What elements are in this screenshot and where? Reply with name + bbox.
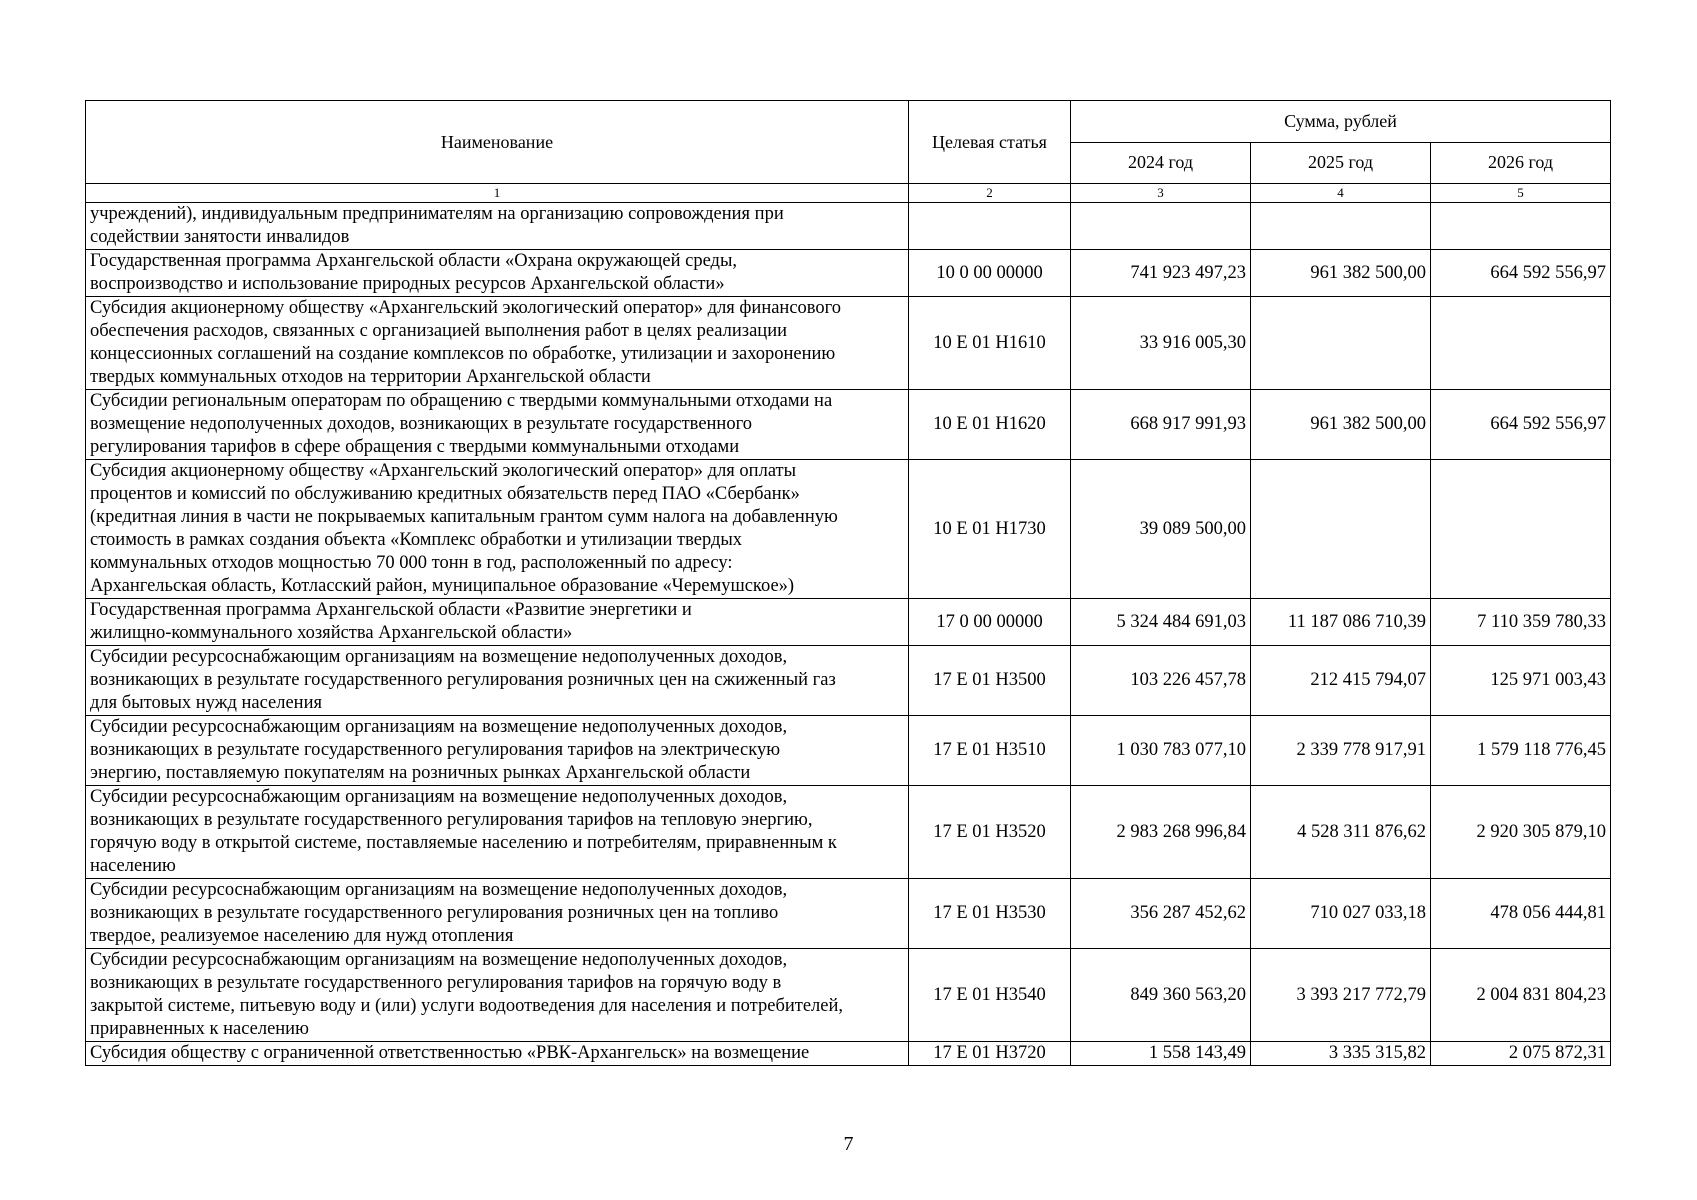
- row-code: 10 Е 01 Н1730: [909, 460, 1071, 599]
- row-name: Субсидии ресурсоснабжающим организациям на возмещение недополученных доходов, возникающих в результате государственного регулирования розничных цен на топливо твердое, реализуемое населению для нужд отопления: [86, 879, 909, 949]
- column-number-row: [86, 184, 1611, 203]
- row-amount-2025: 961 382 500,00: [1251, 250, 1431, 297]
- row-amount-2025: [1251, 460, 1431, 599]
- row-name: Субсидия акционерному обществу «Архангельский экологический оператор» для оплаты процентов и комиссий по обслуживанию кредитных обязательств перед ПАО «Сбербанк» (кредитная линия в части не покрываемых капитальным грантом сумм налога на добавленную стоимость в рамках создания объекта «Комплекс обработки и утилизации твердых коммунальных отходов мощностью 70 000 тонн в год, расположенный по адресу: Архангельская область, Котласский район, муниципальное образование «Черемушское»): [86, 460, 909, 599]
- row-code: 17 Е 01 Н3500: [909, 646, 1071, 716]
- row-code: 17 Е 01 Н3540: [909, 949, 1071, 1042]
- row-amount-2024: 103 226 457,78: [1071, 646, 1251, 716]
- row-amount-2026: 2 004 831 804,23: [1431, 949, 1611, 1042]
- table-row: [86, 599, 1611, 646]
- row-code: 10 Е 01 Н1610: [909, 297, 1071, 390]
- row-code: 17 0 00 00000: [909, 599, 1071, 646]
- row-amount-2024: 849 360 563,20: [1071, 949, 1251, 1042]
- row-amount-2024: 2 983 268 996,84: [1071, 786, 1251, 879]
- row-amount-2026: 125 971 003,43: [1431, 646, 1611, 716]
- table-row: [86, 390, 1611, 460]
- header-year-2025: 2025 год: [1251, 142, 1431, 184]
- row-amount-2026: [1431, 460, 1611, 599]
- column-number: 5: [1431, 184, 1611, 203]
- row-name: Государственная программа Архангельской области «Развитие энергетики и жилищно-коммунального хозяйства Архангельской области»: [86, 599, 909, 646]
- row-name: Субсидии региональным операторам по обращению с твердыми коммунальными отходами на возмещение недополученных доходов, возникающих в результате государственного регулирования тарифов в сфере обращения с твердыми коммунальными отходами: [86, 390, 909, 460]
- row-name: Субсидии ресурсоснабжающим организациям на возмещение недополученных доходов, возникающих в результате государственного регулирования розничных цен на сжиженный газ для бытовых нужд населения: [86, 646, 909, 716]
- table-row: [86, 716, 1611, 786]
- row-amount-2026: 2 920 305 879,10: [1431, 786, 1611, 879]
- table-row: [86, 786, 1611, 879]
- row-amount-2025: 3 393 217 772,79: [1251, 949, 1431, 1042]
- header-year-2026: 2026 год: [1431, 142, 1611, 184]
- row-code: [909, 203, 1071, 250]
- row-amount-2025: 3 335 315,82: [1251, 1042, 1431, 1066]
- table-header: [86, 101, 1611, 203]
- row-name: учреждений), индивидуальным предпринимателям на организацию сопровождения при содействии занятости инвалидов: [86, 203, 909, 250]
- header-year-2024: 2024 год: [1071, 142, 1251, 184]
- row-name: Субсидия акционерному обществу «Архангельский экологический оператор» для финансового обеспечения расходов, связанных с организацией выполнения работ в целях реализации концессионных соглашений на создание комплексов по обработке, утилизации и захоронению твердых коммунальных отходов на территории Архангельской области: [86, 297, 909, 390]
- row-name: Субсидии ресурсоснабжающим организациям на возмещение недополученных доходов, возникающих в результате государственного регулирования тарифов на электрическую энергию, поставляемую покупателям на розничных рынках Архангельской области: [86, 716, 909, 786]
- row-amount-2024: 1 558 143,49: [1071, 1042, 1251, 1066]
- row-code: 10 0 00 00000: [909, 250, 1071, 297]
- row-amount-2024: 668 917 991,93: [1071, 390, 1251, 460]
- table-body: [86, 203, 1611, 1066]
- table-row: [86, 460, 1611, 599]
- row-amount-2025: 710 027 033,18: [1251, 879, 1431, 949]
- row-code: 17 Е 01 Н3520: [909, 786, 1071, 879]
- row-amount-2025: 2 339 778 917,91: [1251, 716, 1431, 786]
- row-amount-2026: 2 075 872,31: [1431, 1042, 1611, 1066]
- row-amount-2026: 1 579 118 776,45: [1431, 716, 1611, 786]
- row-name: Субсидии ресурсоснабжающим организациям на возмещение недополученных доходов, возникающих в результате государственного регулирования тарифов на горячую воду в закрытой системе, питьевую воду и (или) услуги водоотведения для населения и потребителей, приравненных к населению: [86, 949, 909, 1042]
- table-row: [86, 879, 1611, 949]
- column-number: 2: [909, 184, 1071, 203]
- row-amount-2026: 664 592 556,97: [1431, 390, 1611, 460]
- header-sum-group: Сумма, рублей: [1071, 101, 1611, 143]
- row-amount-2025: 4 528 311 876,62: [1251, 786, 1431, 879]
- row-amount-2024: [1071, 203, 1251, 250]
- row-code: 17 Е 01 Н3720: [909, 1042, 1071, 1066]
- row-name: Государственная программа Архангельской области «Охрана окружающей среды, воспроизводство и использование природных ресурсов Архангельской области»: [86, 250, 909, 297]
- column-number: 3: [1071, 184, 1251, 203]
- row-amount-2024: 33 916 005,30: [1071, 297, 1251, 390]
- table-row: [86, 297, 1611, 390]
- budget-table: [85, 100, 1611, 1066]
- table-row: [86, 203, 1611, 250]
- row-amount-2026: 7 110 359 780,33: [1431, 599, 1611, 646]
- table-row: [86, 646, 1611, 716]
- row-amount-2026: [1431, 297, 1611, 390]
- row-name: Субсидия обществу с ограниченной ответственностью «РВК-Архангельск» на возмещение: [86, 1042, 909, 1066]
- row-code: 17 Е 01 Н3510: [909, 716, 1071, 786]
- page-number: 7: [843, 1133, 854, 1155]
- row-amount-2025: [1251, 203, 1431, 250]
- row-amount-2025: 961 382 500,00: [1251, 390, 1431, 460]
- row-amount-2025: [1251, 297, 1431, 390]
- table-row: [86, 949, 1611, 1042]
- header-code: Целевая статья: [909, 101, 1071, 184]
- row-amount-2026: 664 592 556,97: [1431, 250, 1611, 297]
- row-amount-2026: [1431, 203, 1611, 250]
- row-amount-2025: 212 415 794,07: [1251, 646, 1431, 716]
- row-amount-2024: 741 923 497,23: [1071, 250, 1251, 297]
- row-amount-2024: 5 324 484 691,03: [1071, 599, 1251, 646]
- row-code: 10 Е 01 Н1620: [909, 390, 1071, 460]
- row-amount-2024: 356 287 452,62: [1071, 879, 1251, 949]
- row-amount-2025: 11 187 086 710,39: [1251, 599, 1431, 646]
- header-name: Наименование: [86, 101, 909, 184]
- row-name: Субсидии ресурсоснабжающим организациям на возмещение недополученных доходов, возникающих в результате государственного регулирования тарифов на тепловую энергию, горячую воду в открытой системе, поставляемые населению и потребителям, приравненным к населению: [86, 786, 909, 879]
- table-row: [86, 250, 1611, 297]
- row-code: 17 Е 01 Н3530: [909, 879, 1071, 949]
- row-amount-2026: 478 056 444,81: [1431, 879, 1611, 949]
- table-row: [86, 1042, 1611, 1066]
- column-number: 4: [1251, 184, 1431, 203]
- row-amount-2024: 39 089 500,00: [1071, 460, 1251, 599]
- column-number: 1: [86, 184, 909, 203]
- row-amount-2024: 1 030 783 077,10: [1071, 716, 1251, 786]
